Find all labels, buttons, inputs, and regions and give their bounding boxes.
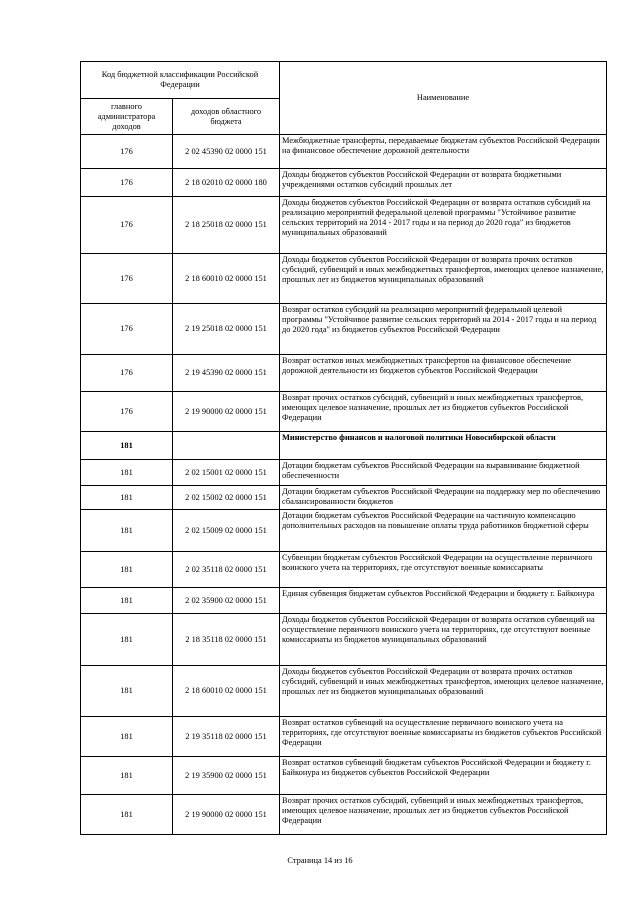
name-cell: Единая субвенция бюджетам субъектов Российской Федерации и бюджету г. Байконура (280, 588, 607, 614)
admin-cell: 181 (81, 666, 173, 717)
table-row (81, 460, 607, 486)
admin-cell: 176 (81, 197, 173, 254)
admin-cell: 181 (81, 460, 173, 486)
code-cell: 2 02 35118 02 0000 151 (173, 552, 280, 588)
name-cell: Возврат остатков иных межбюджетных трансфертов на финансовое обеспечение дорожной деятельности из бюджетов субъектов Российской Федерации (280, 355, 607, 392)
name-cell: Субвенции бюджетам субъектов Российской Федерации на осуществление первичного воинского учета на территориях, где отсутствуют военные комиссариаты (280, 552, 607, 588)
table-row (81, 135, 607, 169)
code-cell: 2 18 35118 02 0000 151 (173, 614, 280, 666)
table-row (81, 510, 607, 552)
admin-cell: 181 (81, 432, 173, 460)
table-row (81, 552, 607, 588)
code-cell: 2 18 25018 02 0000 151 (173, 197, 280, 254)
code-cell: 2 19 35900 02 0000 151 (173, 757, 280, 795)
code-cell: 2 18 60010 02 0000 151 (173, 254, 280, 304)
header-group-title: Код бюджетной классификации Российской Федерации (81, 62, 280, 99)
table-row (81, 666, 607, 717)
code-cell: 2 19 90000 02 0000 151 (173, 392, 280, 432)
table-row (81, 304, 607, 355)
name-cell: Доходы бюджетов субъектов Российской Федерации от возврата прочих остатков субсидий, субвенций и иных межбюджетных трансфертов, имеющих целевое назначение, прошлых лет из бюджетов муниципальных образований (280, 666, 607, 717)
code-cell: 2 19 35118 02 0000 151 (173, 717, 280, 757)
admin-cell: 176 (81, 135, 173, 169)
name-cell: Министерство финансов и налоговой политики Новосибирской области (280, 432, 607, 460)
name-cell: Доходы бюджетов субъектов Российской Федерации от возврата прочих остатков субсидий, субвенций и иных межбюджетных трансфертов, имеющих целевое назначение, прошлых лет из бюджетов муниципальных образований (280, 254, 607, 304)
page-number: Страница 14 из 16 (287, 856, 353, 865)
name-cell: Возврат остатков субвенций на осуществление первичного воинского учета на территориях, где отсутствуют военные комиссариаты из бюджетов субъектов Российской Федерации (280, 717, 607, 757)
name-cell: Возврат прочих остатков субсидий, субвенций и иных межбюджетных трансфертов, имеющих целевое назначение, прошлых лет из бюджетов субъектов Российской Федерации (280, 795, 607, 835)
table-row (81, 197, 607, 254)
code-cell: 2 02 35900 02 0000 151 (173, 588, 280, 614)
code-cell: 2 19 45390 02 0000 151 (173, 355, 280, 392)
admin-cell: 176 (81, 169, 173, 197)
admin-cell: 181 (81, 614, 173, 666)
table-row (81, 392, 607, 432)
name-cell: Доходы бюджетов субъектов Российской Федерации от возврата бюджетными учреждениями остатков субсидий прошлых лет (280, 169, 607, 197)
table-header-row (81, 62, 607, 99)
admin-cell: 181 (81, 588, 173, 614)
name-cell: Возврат остатков субсидий на реализацию мероприятий федеральной целевой программы "Устойчивое развитие сельских территорий на 2014 - 2017 годы и на период до 2020 года" из бюджетов субъектов Российской Федерации (280, 304, 607, 355)
table-row (81, 432, 607, 460)
table-row (81, 169, 607, 197)
name-cell: Доходы бюджетов субъектов Российской Федерации от возврата остатков субсидий на реализацию мероприятий федеральной целевой программы "Устойчивое развитие сельских территорий на 2014 - 2017 годы и на период до 2020 года" из бюджетов муниципальных образований (280, 197, 607, 254)
admin-cell: 176 (81, 304, 173, 355)
admin-cell: 181 (81, 757, 173, 795)
name-cell: Межбюджетные трансферты, передаваемые бюджетам субъектов Российской Федерации на финансовое обеспечение дорожной деятельности (280, 135, 607, 169)
admin-cell: 181 (81, 510, 173, 552)
name-cell: Дотации бюджетам субъектов Российской Федерации на выравнивание бюджетной обеспеченности (280, 460, 607, 486)
table-row (81, 254, 607, 304)
admin-cell: 181 (81, 717, 173, 757)
name-cell: Возврат прочих остатков субсидий, субвенций и иных межбюджетных трансфертов, имеющих целевое назначение, прошлых лет из бюджетов субъектов Российской Федерации (280, 392, 607, 432)
name-cell: Доходы бюджетов субъектов Российской Федерации от возврата остатков субвенций на осуществление первичного воинского учета на территориях, где отсутствуют военные комиссариаты из бюджетов муниципальных образований (280, 614, 607, 666)
code-cell: 2 02 45390 02 0000 151 (173, 135, 280, 169)
name-cell: Дотации бюджетам субъектов Российской Федерации на частичную компенсацию дополнительных расходов на повышение оплаты труда работников бюджетной сферы (280, 510, 607, 552)
name-cell: Дотации бюджетам субъектов Российской Федерации на поддержку мер по обеспечению сбалансированности бюджетов (280, 486, 607, 510)
admin-cell: 176 (81, 254, 173, 304)
name-cell: Возврат остатков субвенций бюджетам субъектов Российской Федерации и бюджету г. Байконура из бюджетов субъектов Российской Федерации (280, 757, 607, 795)
code-cell: 2 19 25018 02 0000 151 (173, 304, 280, 355)
admin-cell: 181 (81, 486, 173, 510)
code-cell: 2 18 02010 02 0000 180 (173, 169, 280, 197)
table-row (81, 486, 607, 510)
code-cell: 2 02 15001 02 0000 151 (173, 460, 280, 486)
code-cell: 2 02 15009 02 0000 151 (173, 510, 280, 552)
table-row (81, 614, 607, 666)
table-row (81, 795, 607, 835)
code-cell: 2 02 15002 02 0000 151 (173, 486, 280, 510)
header-name-column: Наименование (280, 62, 607, 135)
admin-cell: 181 (81, 552, 173, 588)
table-row (81, 588, 607, 614)
table-row (81, 717, 607, 757)
code-cell: 2 18 60010 02 0000 151 (173, 666, 280, 717)
code-cell: 2 19 90000 02 0000 151 (173, 795, 280, 835)
admin-cell: 176 (81, 392, 173, 432)
admin-cell: 181 (81, 795, 173, 835)
header-income-column: доходов областного бюджета (173, 99, 280, 135)
budget-classification-table (80, 61, 607, 835)
code-cell (173, 432, 280, 460)
header-admin-column: главного администратора доходов (81, 99, 173, 135)
table-row (81, 355, 607, 392)
table-body (81, 135, 607, 835)
admin-cell: 176 (81, 355, 173, 392)
table-row (81, 757, 607, 795)
